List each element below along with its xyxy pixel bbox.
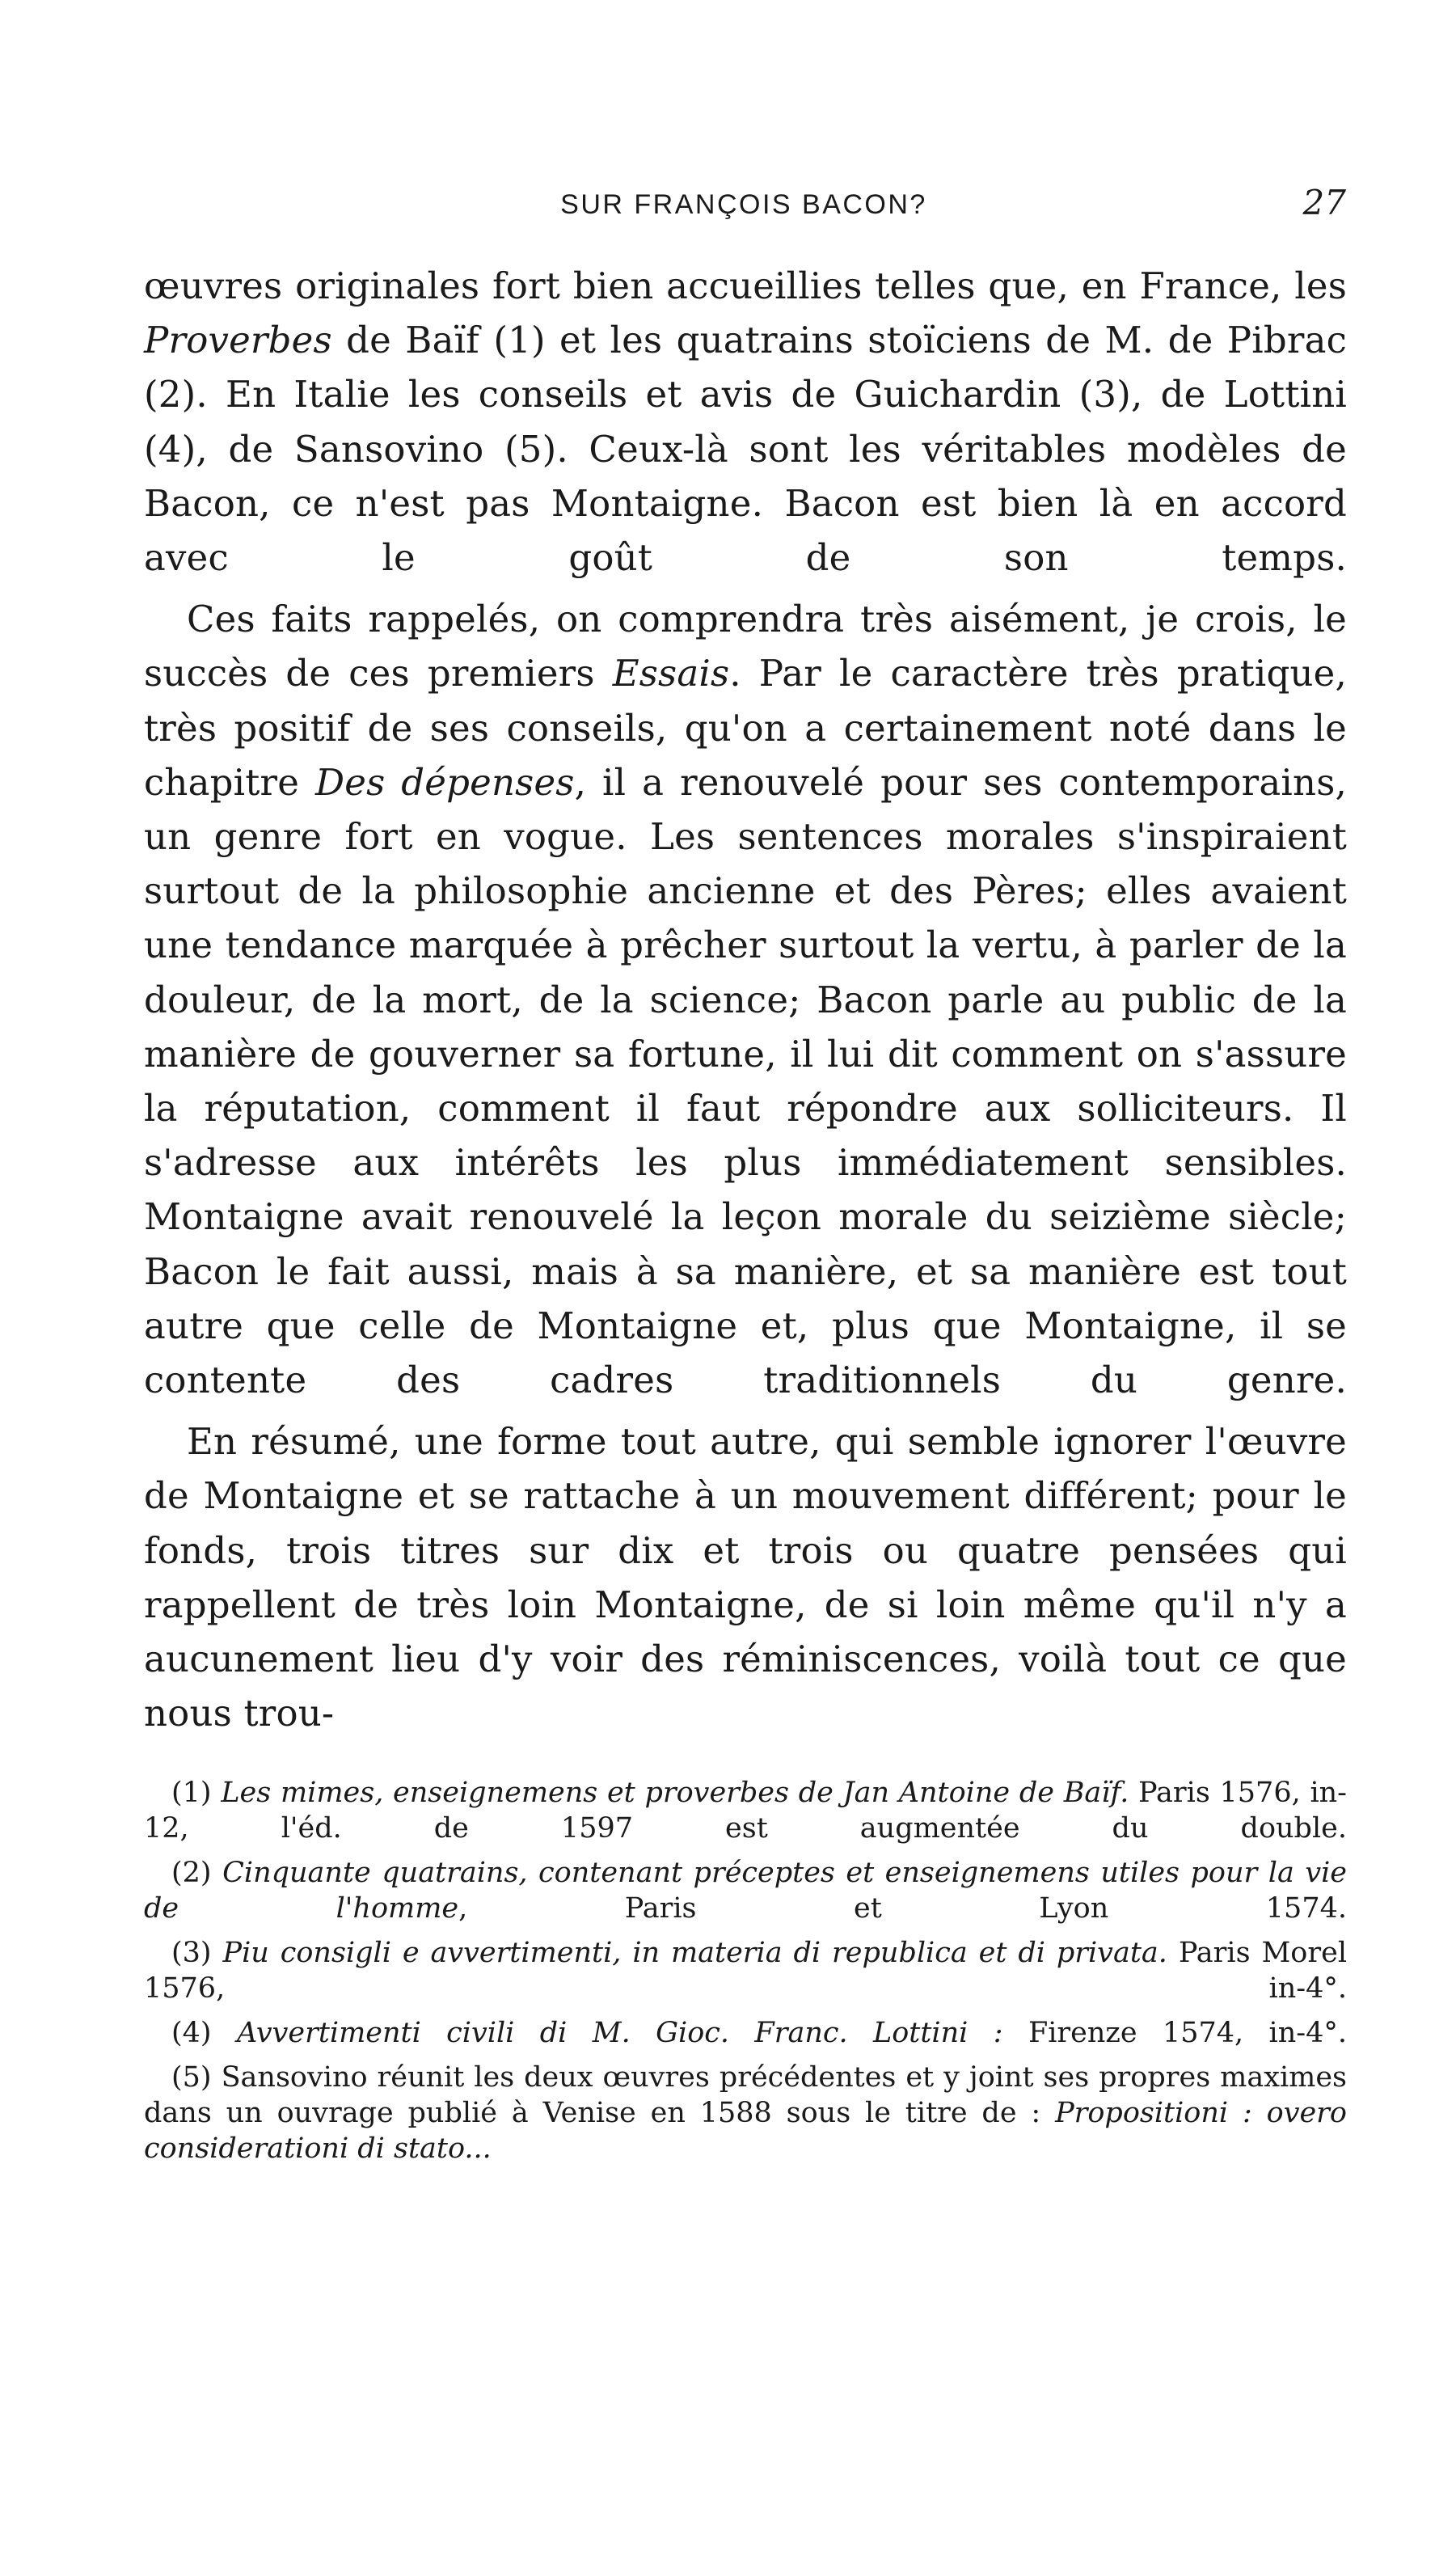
footnote-1-text: Paris 1576, in-12, l'éd. de 1597 est augmentée du double.: [144, 1777, 1348, 1845]
paragraph-2-text-c: , il a renouvelé pour ses contemporains, un genre fort en vogue. Les sentences morales s'inspiraient surtout de la philosophie ancienne et des Pères; elles avaient une tendance marquée à prêcher surtout la vertu, à parler de la douleur, de la mort, de la science; Bacon parle au public de la manière de gouverner sa fortune, il lui dit comment on s'assure la réputation, comment il faut répondre aux solliciteurs. Il s'adresse aux intérêts les plus immédiatement sensibles. Montaigne avait renouvelé la leçon morale du seizième siècle; Bacon le fait aussi, mais à sa manière, et sa manière est tout autre que celle de Montaigne et, plus que Montaigne, il se contente des cadres traditionnels du genre.: [144, 760, 1347, 1402]
footnote-4-text: Firenze 1574, in-4°.: [1002, 2017, 1348, 2049]
paragraph-2: [144, 592, 1347, 1407]
footnote-5-number: (5): [171, 2061, 222, 2094]
body-text: [144, 259, 1347, 1740]
footnote-1: [144, 1775, 1347, 1846]
paragraph-1: [144, 259, 1347, 585]
footnote-2-title: Cinquante quatrains, contenant préceptes et enseignemens utiles pour la vie de l'homme: [144, 1857, 1348, 1925]
footnote-3: [144, 1935, 1347, 2006]
running-head: [141, 183, 1346, 231]
footnote-2-text: , Paris et Lyon 1574.: [458, 1892, 1347, 1925]
footnote-2: [144, 1855, 1347, 1926]
paragraph-2-text-a: Ces faits rappelés, on comprendra très aisément, je crois, le succès de ces premiers: [144, 598, 1347, 695]
paragraph-3-text: En résumé, une forme tout autre, qui semble ignorer l'œuvre de Montaigne et se rattache à un mouvement différent; pour le fonds, trois titres sur dix et trois ou quatre pensées qui rappellent de très loin Montaigne, de si loin même qu'il n'y a aucunement lieu d'y voir des réminiscences, voilà tout ce que nous trou-: [144, 1420, 1347, 1735]
footnote-5-text: Sansovino réunit les deux œuvres précédentes et y joint ses propres maximes dans un ouvrage publié à Venise en 1588 sous le titre de :: [144, 2061, 1347, 2129]
footnote-3-text: Paris Morel 1576, in-4°.: [144, 1937, 1348, 2005]
paragraph-2-text-b: . Par le caractère très pratique, très positif de ses conseils, qu'on a certainement noté dans le chapitre: [144, 652, 1347, 804]
paragraph-1-text-b: de Baïf (1) et les quatrains stoïciens de M. de Pibrac (2). En Italie les conseils et avis de Guichardin (3), de Lottini (4), de Sansovino (5). Ceux-là sont les véritables modèles de Bacon, ce n'est pas Montaigne. Bacon est bien là en accord avec le goût de son temps.: [144, 319, 1347, 580]
footnote-4-title: Avvertimenti civili di M. Gioc. Franc. Lottini :: [236, 2017, 1003, 2049]
footnote-1-number: (1): [171, 1777, 222, 1809]
footnote-2-number: (2): [171, 1857, 223, 1889]
footnote-5: [144, 2060, 1347, 2166]
paragraph-1-text-a: œuvres originales fort bien accueillies telles que, en France, les: [144, 264, 1347, 307]
title-des-depenses: Des dépenses: [314, 760, 575, 804]
footnote-5-title: Propositioni : overo considerationi di stato...: [144, 2097, 1347, 2165]
footnote-3-title: Piu consigli e avvertimenti, in materia di republica et di privata.: [222, 1937, 1167, 1969]
footnote-3-number: (3): [171, 1937, 223, 1969]
title-essais: Essais: [612, 652, 730, 695]
footnote-4-number: (4): [171, 2017, 237, 2049]
running-title: SUR FRANÇOIS BACON?: [560, 189, 927, 220]
paragraph-3: [144, 1414, 1347, 1740]
page-number: 27: [1302, 183, 1346, 222]
title-proverbes: Proverbes: [144, 319, 332, 362]
footnotes: [144, 1775, 1347, 2175]
footnote-4: [144, 2015, 1347, 2051]
footnote-1-title: Les mimes, enseignemens et proverbes de Jan Antoine de Baïf.: [221, 1777, 1129, 1809]
